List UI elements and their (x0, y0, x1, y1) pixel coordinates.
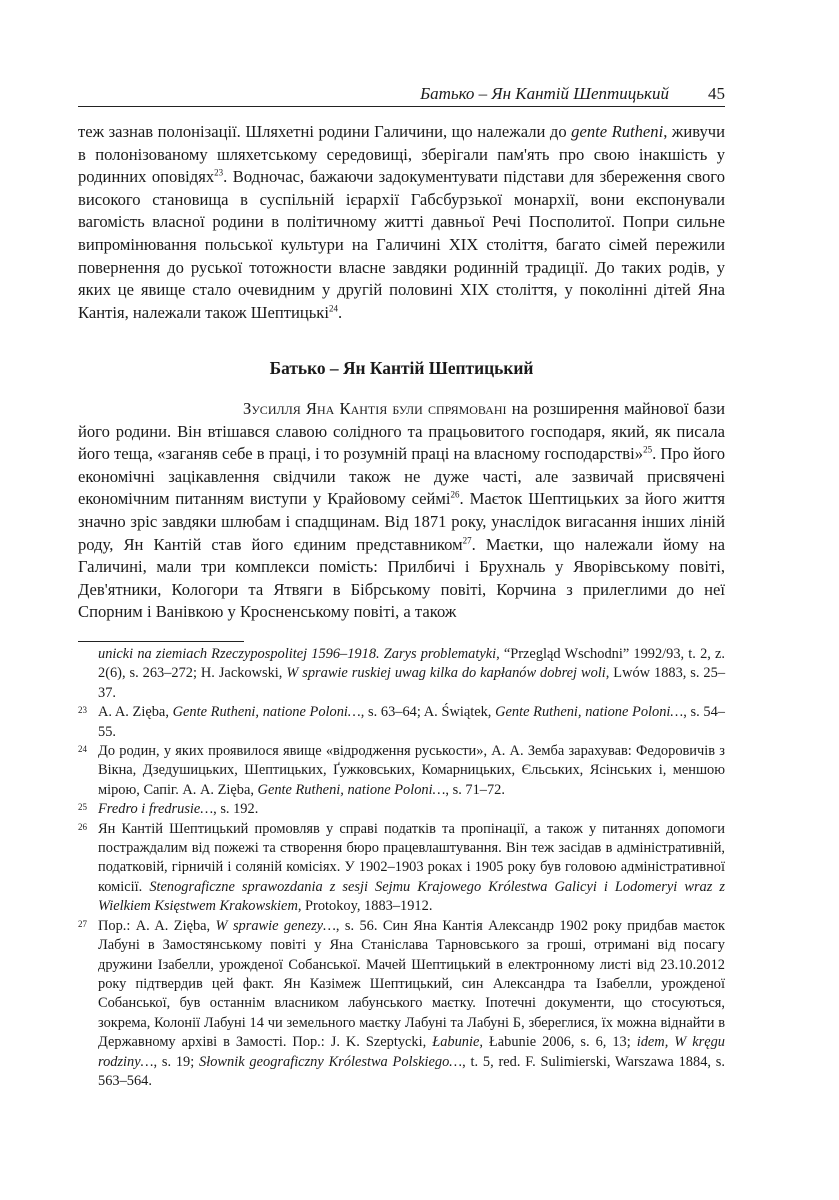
text-span: Protokoy, 1883–1912. (301, 898, 433, 915)
text-span: , t. 5, red. F. Sulimierski, Warszawa 1884, s. 563–564. (98, 1053, 725, 1089)
footnote-ref-23[interactable]: 23 (214, 167, 224, 178)
footnote-25 (78, 800, 725, 819)
footnote-number: 27 (78, 918, 87, 929)
footnote-number: 25 (78, 802, 87, 813)
footnote-number: 26 (78, 821, 87, 832)
italic-title: Fredro i fredrusie… (98, 801, 214, 818)
italic-title: idem, W kręgu rodziny… (98, 1034, 725, 1070)
text-span: . Про його економічні зацікавлення свідчили також не дуже часті, але зазвичай присвячені економічним питанням виступи у Крайовому сеймі (78, 444, 726, 509)
text-span: теж зазнав полонізації. Шляхетні родини Галичини, що належали до (78, 122, 572, 141)
text-span: . Водночас, бажаючи задокументувати підстави для збереження свого високого становища в суспільній ієрархії Габсбурзької монархії, вони експонували вагомість власної родини в політичному житті давньої Речі Посполитої. Попри сильне випромінювання польської культури на Галичині XIX століття, багато сімей пережили повернення до руської тотожности власне завдяки родинній традиції. До таких родів, у яких це явище стало очевидним у другій половині XIX століття, у поколінні дітей Яна Кантія, належали також Шептицькі (78, 167, 725, 322)
text-span: на розширення майнової бази його родини. Він втішався славою солідного та працьовитого господаря, який, як писала його теща, «заганяв себе в праці, і то розумній праці на власному господарстві» (78, 399, 725, 464)
footnote-number: 24 (78, 744, 87, 755)
page-number: 45 (708, 84, 725, 103)
text-span: Пор.: A. A. Zięba, (98, 917, 216, 934)
footnote-ref-25[interactable]: 25 (643, 444, 653, 455)
italic-title: Gente Rutheni, natione Poloni… (172, 704, 361, 721)
text-span: , живучи в полонізованому шляхетському середовищі, зберігали пам'ять про свою інакшість у родинних оповідях (78, 122, 725, 187)
italic-title: Gente Rutheni, natione Poloni… (495, 704, 684, 721)
italic-title: unicki na ziemiach Rzeczypospolitej 1596–1918. Zarys problematyki, (98, 646, 500, 662)
italic-title: Łabunie, (432, 1034, 483, 1051)
running-header (78, 84, 725, 107)
text-span: До родин, у яких проявилося явище «відродження руськости», А. А. Земба зарахував: Федоровичів з Вікна, Дзедушицьких, Шептицьких, Ґужковських, Комарницьких, Єльських, Ясінських і, меншою мірою, Сапіг. А. А. Zięba, (98, 743, 725, 798)
footnote-ref-27[interactable]: 27 (462, 535, 472, 546)
italic-title: W sprawie ruskiej uwag kilka do kapłanów dobrej woli, (286, 665, 610, 682)
body-paragraph-1 (78, 121, 725, 324)
footnotes (78, 645, 725, 1091)
text-span: Łabunie 2006, s. 6, 13; (482, 1034, 637, 1051)
text-span: “Przegląd Wschodni” 1992/93, t. 2, z. 2(6), s. 263–272; H. Jackowski, (98, 646, 725, 682)
footnote-separator (78, 641, 244, 642)
smallcaps-lead: Зусилля Яна Кантія були спрямовані (243, 399, 507, 418)
footnote-24 (78, 742, 725, 800)
footnote-27 (78, 917, 725, 1092)
text-span: , s. 71–72. (445, 781, 505, 798)
footnote-23 (78, 703, 725, 742)
text-span: . (337, 302, 343, 322)
italic-title: Słownik geograficzny Królestwa Polskiego… (199, 1053, 463, 1070)
running-title: Батько – Ян Кантій Шептицький (420, 84, 669, 103)
text-span: , s. 192. (213, 801, 259, 818)
body-paragraph-2 (78, 398, 725, 624)
section-heading: Батько – Ян Кантій Шептицький (269, 358, 534, 378)
text-span: . Маєток Шептицьких за його життя значно зріс завдяки шлюбам і спадщинам. Від 1871 року, унаслідок вигасання інших ліній роду, Ян Кантій став його єдиним представником (78, 489, 725, 554)
footnote-continuation (78, 645, 725, 703)
text-span: , s. 56. Син Яна Кантія Александр 1902 року придбав маєток Лабуні в Замостянському повіті у Яна Станіслава Тарновського за гроші, отримані від посагу дружини Ізабелли, урожденої Собанської. Мачей Шептицький в електронному листі від 23.10.2012 року підтвердив цей факт. Ян Казімеж Шептицький, син Александра та Ізабелли, урожденої Собанської, був останнім власником лабунського маєтку. Іпотечні документи, що стосуються, зокрема, Колонії Лабуні 14 чи земельного маєтку Лабуні та Лабуні Б, збереглися, їх можна віднайти в Державному архіві в Замості. Пор.: J. K. Szeptycki, (98, 917, 725, 1051)
italic-title: Gente Rutheni, natione Poloni… (257, 781, 446, 798)
text-span: . Маєтки, що належали йому на Галичині, мали три комплекси помість: Прилбичі і Брухналь у Яворівському повіті, Дев'ятники, Кологори та Ятвяги в Бібрському повіті, Корчина з прилеглими до неї Спорним і Ванівкою у Кросненському повіті, а також (78, 534, 725, 622)
text-span: , s. 19; (153, 1053, 200, 1070)
footnote-26 (78, 820, 725, 917)
italic-title: W sprawie genezy… (215, 917, 336, 934)
footnote-number: 23 (78, 705, 87, 716)
footnote-ref-26[interactable]: 26 (450, 489, 460, 500)
text-span: Lwów 1883, s. 25–37. (98, 665, 726, 701)
text-span: A. A. Zięba, (98, 704, 173, 721)
italic-term: gente Rutheni (571, 122, 664, 141)
text-span: , s. 63–64; A. Świątek, (360, 704, 496, 721)
text-span: , s. 54–55. (98, 704, 725, 740)
text-span: Ян Кантій Шептицький промовляв у справі податків та пропінації, а також у питаннях допомоги постраждалим від пожежі та створення бюро працевлаштування. Він теж засідав в адміністративній, податковій, гірничій і соляній комісіях. У 1902–1903 роках і 1905 року був головою адміністративної комісії. (98, 820, 725, 895)
italic-title: Stenograficzne sprawozdania z sesji Sejmu Krajowego Królestwa Galicyi i Lodomeryi wraz z Wielkiem Księstwem Krakowskiem, (98, 878, 725, 915)
footnote-ref-24[interactable]: 24 (328, 303, 338, 314)
